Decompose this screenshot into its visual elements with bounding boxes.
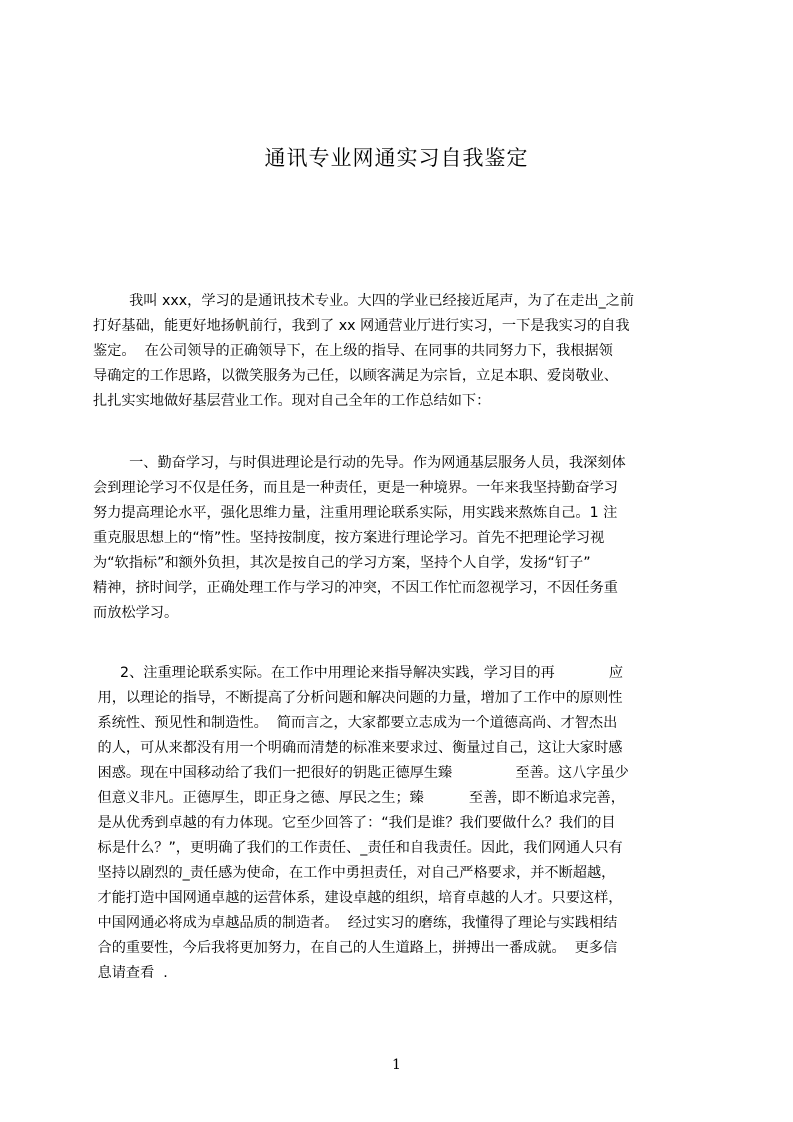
text-line: 是从优秀到卓越的有力体现。它至少回答了：“我们是谁？我们要做什么？我们的目 (93, 815, 616, 831)
text-line: 我叫 xxx，学习的是通讯技术专业。大四的学业已经接近尾声，为了在走出_之前 (93, 293, 635, 309)
page-number: 1 (392, 1057, 401, 1073)
text-line: 标是什么？”，更明确了我们的工作责任、_责任和自我责任。因此，我们网通人只有 (93, 840, 623, 856)
text-line: 合的重要性，今后我将更加努力，在自己的人生道路上，拼搏出一番成就。 更多信 (93, 940, 618, 956)
text-line: 但意义非凡。正德厚生，即正身之德、厚民之生；臻 至善，即不断追求完善， (93, 790, 625, 806)
paragraph-practice (93, 661, 703, 986)
text-line: 系统性、预见性和制造性。 简而言之，大家都要立志成为一个道德高尚、才智杰出 (93, 715, 618, 731)
text-line: 会到理论学习不仅是任务，而且是一种责任，更是一种境界。一年来我坚持勤奋学习 (93, 480, 618, 496)
text-line: 重克服思想上的“惰”性。坚持按制度，按方案进行理论学习。首先不把理论学习视 (93, 530, 605, 546)
text-line: 导确定的工作思路，以微笑服务为己任，以顾客满足为宗旨，立足本职、爱岗敬业、 (93, 368, 618, 384)
text-line: 2、注重理论联系实际。在工作中用理论来指导解决实践，学习目的再 应 (93, 665, 624, 681)
document-title: 通讯专业网通实习自我鉴定 (264, 146, 529, 170)
text-line: 而放松学习。 (93, 605, 179, 621)
text-line: 为“软指标”和额外负担，其次是按自己的学习方案，坚持个人自学，发扬“钉子” (93, 555, 591, 571)
text-line: 一、勤奋学习，与时俱进理论是行动的先导。作为网通基层服务人员，我深刻体 (93, 455, 626, 471)
text-line: 努力提高理论水平，强化思维力量，注重用理论联系实际，用实践来熬炼自己。1 注 (93, 505, 618, 521)
paragraph-intro (93, 289, 703, 414)
text-line: 扎扎实实地做好基层营业工作。现对自己全年的工作总结如下： (93, 393, 491, 409)
text-line: 中国网通必将成为卓越品质的制造者。 经过实习的磨练，我懂得了理论与实践相结 (93, 915, 618, 931)
text-line: 用，以理论的指导，不断提高了分析问题和解决问题的力量，增加了工作中的原则性 (93, 690, 623, 706)
text-line: 坚持以剧烈的_责任感为使命，在工作中勇担责任，对自己严格要求，并不断超越， (93, 865, 616, 881)
text-line: 息请查看 . (93, 965, 168, 981)
text-line: 精神，挤时间学，正确处理工作与学习的冲突，不因工作忙而忽视学习，不因任务重 (93, 580, 618, 596)
text-line: 的人，可从来都没有用一个明确而清楚的标准来要求过、衡量过自己，这让大家时感 (93, 740, 623, 756)
text-line: 困惑。现在中国移动给了我们一把很好的钥匙正德厚生臻 至善。这八字虽少 (93, 765, 629, 781)
text-line: 打好基础，能更好地扬帆前行，我到了 xx 网通营业厅进行实习，一下是我实习的自我 (93, 318, 630, 334)
text-line: 鉴定。 在公司领导的正确领导下，在上级的指导、在同事的共同努力下，我根据领 (93, 343, 613, 359)
text-line: 才能打造中国网通卓越的运营体系，建设卓越的组织，培育卓越的人才。只要这样， (93, 890, 623, 906)
paragraph-study (93, 451, 703, 626)
